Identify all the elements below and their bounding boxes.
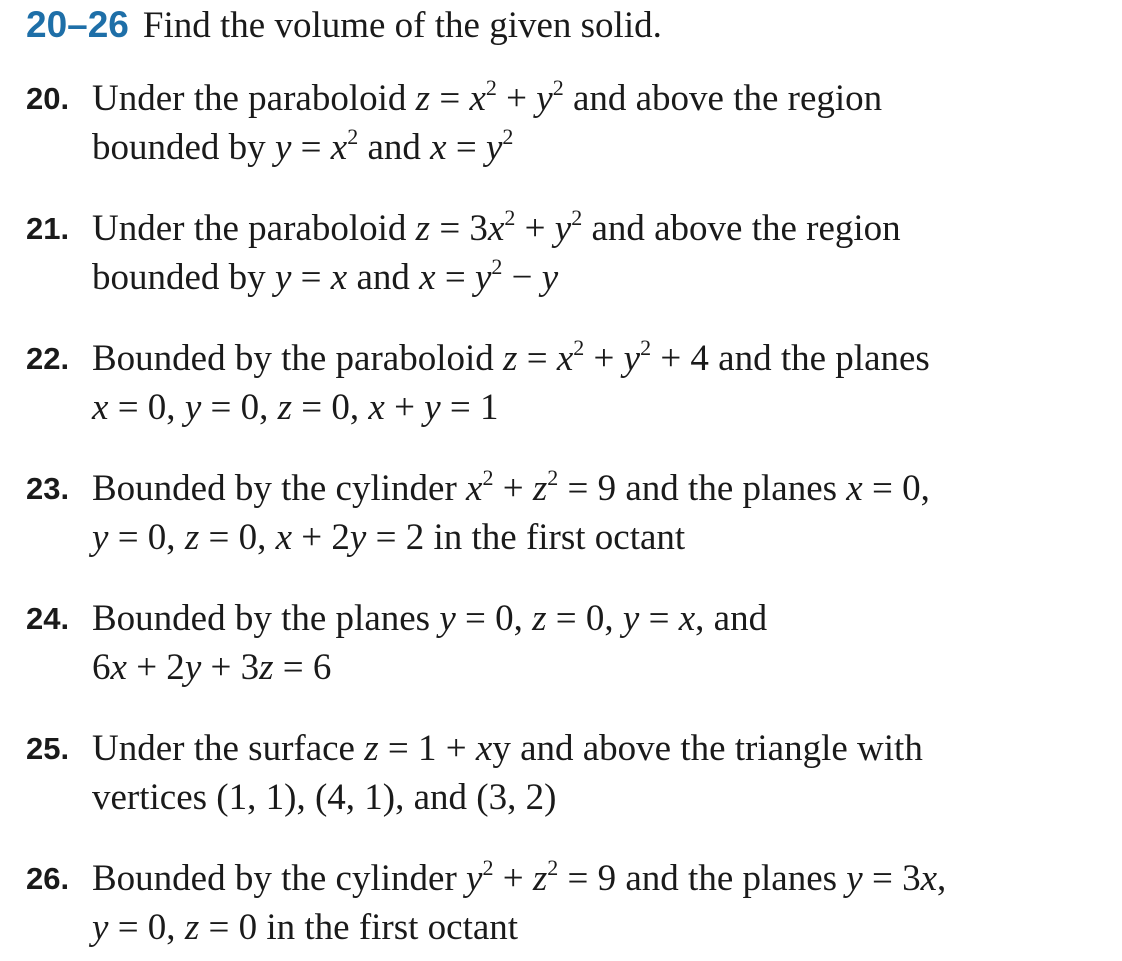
problem-number: 26. xyxy=(26,861,70,896)
problem-line: Bounded by the cylinder $x^2 + z^2 = 9$ and the planes x = 0, xyxy=(92,465,930,509)
problem-line: y = 0, z = 0 in the first octant xyxy=(92,907,519,948)
problem-line: Under the paraboloid $z = 3x^2 + y^2$ and above the region xyxy=(92,205,901,249)
problem-22 xyxy=(26,334,1116,432)
problem-number: 20. xyxy=(26,81,70,116)
problem-line: Under the surface z = 1 + xy and above the triangle with xyxy=(92,728,923,769)
problem-line: Under the paraboloid $z = x^2 + y^2$ and above the region xyxy=(92,75,883,119)
problem-line: bounded by y = x and $x = y^2 - y$ xyxy=(92,254,559,298)
problem-24 xyxy=(26,594,1116,692)
problem-line: y = 0, z = 0, x + 2y = 2 in the first octant xyxy=(92,517,686,558)
problem-number: 24. xyxy=(26,601,70,636)
problem-line: vertices (1, 1), (4, 1), and (3, 2) xyxy=(92,777,557,818)
problem-line: bounded by $y = x^2$ and $x = y^2$ xyxy=(92,124,514,168)
problem-23 xyxy=(26,464,1116,562)
instruction-text: Find the volume of the given solid. xyxy=(142,5,662,46)
problem-25 xyxy=(26,724,1116,822)
section-header xyxy=(26,2,662,49)
problem-21 xyxy=(26,204,1116,302)
problem-number: 25. xyxy=(26,731,70,766)
problem-20 xyxy=(26,74,1116,172)
problem-number: 21. xyxy=(26,211,70,246)
problem-line: Bounded by the cylinder $y^2 + z^2 = 9$ and the planes y = 3x, xyxy=(92,855,947,899)
problem-number: 23. xyxy=(26,471,70,506)
problem-26 xyxy=(26,854,1116,952)
problem-line: Bounded by the planes y = 0, z = 0, y = x, and xyxy=(92,598,768,639)
exercise-range: 20–26 xyxy=(26,4,129,45)
problem-line: x = 0, y = 0, z = 0, x + y = 1 xyxy=(92,387,499,428)
problem-line: Bounded by the paraboloid $z = x^2 + y^2 + 4$ and the planes xyxy=(92,335,930,379)
problem-number: 22. xyxy=(26,341,70,376)
problem-line: 6x + 2y + 3z = 6 xyxy=(92,647,332,688)
